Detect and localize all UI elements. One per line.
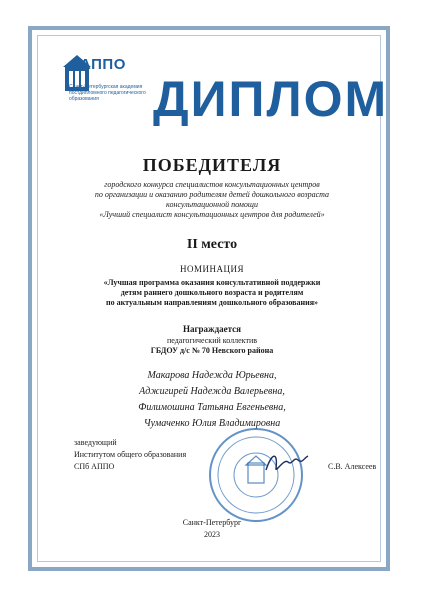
director-line: СПб АППО xyxy=(74,462,115,471)
school-name: ГБДОУ д/с № 70 Невского района xyxy=(150,346,274,355)
contest-line: консультационной помощи xyxy=(166,200,258,209)
recipient-names xyxy=(60,368,364,432)
nomination-line: по актуальным направлениям дошкольного образования» xyxy=(105,298,319,307)
nomination-line: детям раннего дошкольного возраста и родителям xyxy=(120,288,304,297)
contest-line: по организации и оказанию родителям детей дошкольного возраста xyxy=(94,190,330,199)
logo-caption: Санкт-Петербургская академия постдипломного педагогического образования xyxy=(69,84,146,102)
recipient-name: Макарова Надежда Юрьевна, xyxy=(147,370,277,381)
contest-description xyxy=(60,180,364,220)
director-line: Институтом общего образования xyxy=(74,450,187,459)
contest-line: «Лучший специалист консультационных центров для родителей» xyxy=(99,210,325,219)
director-line: заведующий xyxy=(74,438,117,447)
city: Санкт-Петербург xyxy=(182,518,242,527)
collective-label: педагогический коллектив xyxy=(166,336,257,345)
nomination-line: «Лучшая программа оказания консультативной поддержки xyxy=(103,278,321,287)
signature-icon xyxy=(262,448,312,478)
place: II место xyxy=(186,237,238,252)
nomination-text xyxy=(60,278,364,308)
signer-name: С.В. Алексеев xyxy=(328,462,377,471)
document-title: ДИПЛОМ xyxy=(153,71,389,127)
nomination-label: НОМИНАЦИЯ xyxy=(179,264,244,274)
logo-name: АППО xyxy=(80,56,126,73)
recipient-name: Чумаченко Юлия Владимировна xyxy=(143,418,281,429)
recipient-name: Аджигирей Надежда Валерьевна, xyxy=(139,386,285,397)
year: 2023 xyxy=(204,530,220,539)
winner-heading: ПОБЕДИТЕЛЯ xyxy=(142,155,282,175)
recipient-name: Филимошина Татьяна Евгеньевна, xyxy=(138,402,286,413)
awarded-label: Награждается xyxy=(182,324,242,334)
contest-line: городского конкурса специалистов консультационных центров xyxy=(104,180,320,189)
